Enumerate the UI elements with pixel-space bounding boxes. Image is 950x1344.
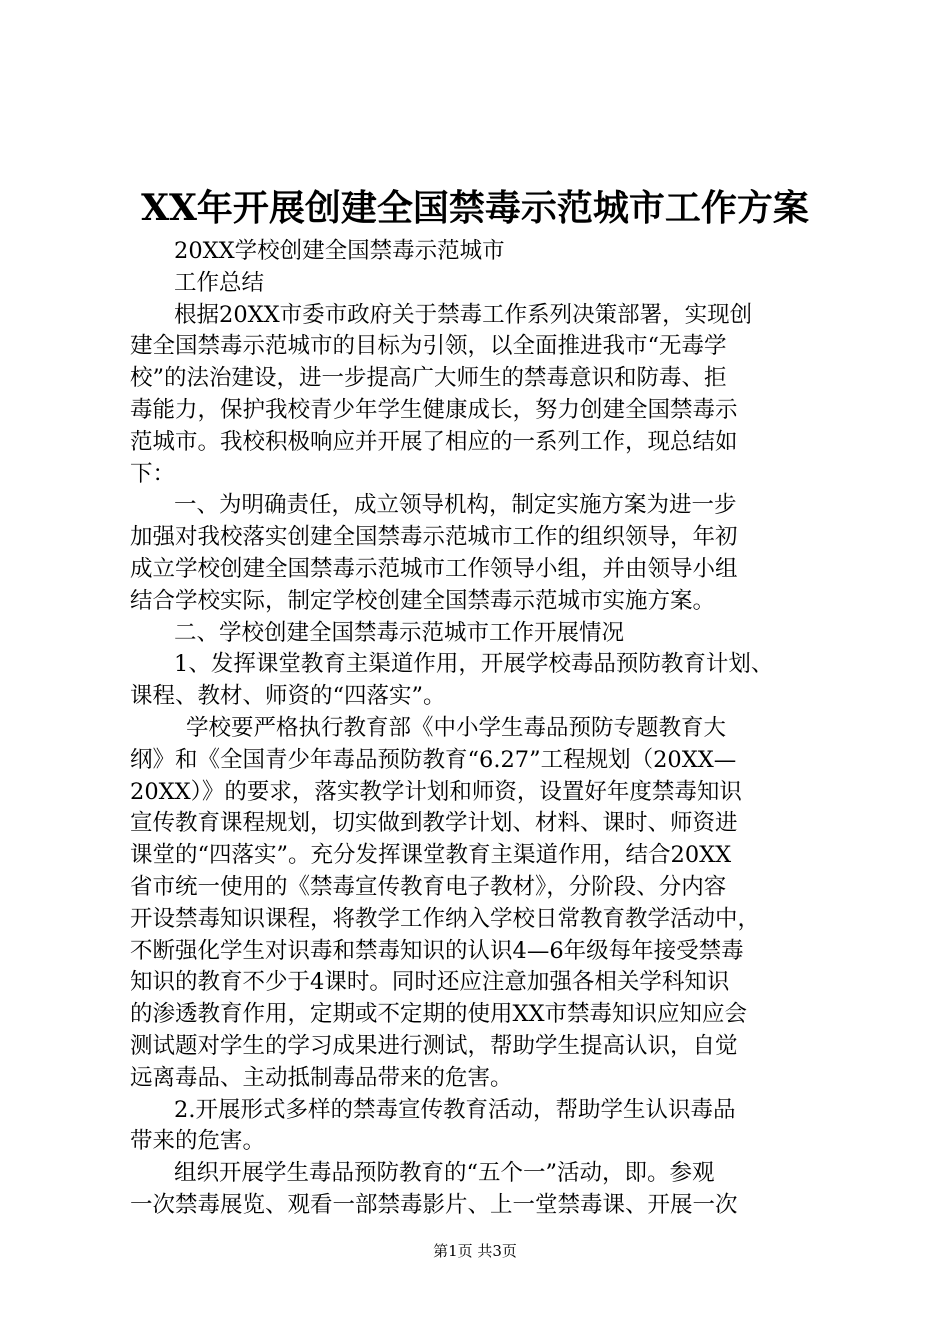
text-line: 工作总结 bbox=[174, 269, 265, 296]
text-line: 不断强化学生对识毒和禁毒知识的认识4—6年级每年接受禁毒 bbox=[130, 937, 744, 964]
text-line: 20XX）》的要求，落实教学计划和师资，设置好年度禁毒知识 bbox=[130, 778, 742, 805]
text-line: 结合学校实际，制定学校创建全国禁毒示范城市实施方案。 bbox=[130, 587, 716, 614]
text-line: 远离毒品、主动抵制毒品带来的危害。 bbox=[130, 1064, 513, 1091]
document-body bbox=[130, 236, 826, 1222]
text-line: 测试题对学生的学习成果进行测试，帮助学生提高认识，自觉 bbox=[130, 1032, 738, 1059]
text-line: 一、为明确责任，成立领导机构，制定实施方案为进一步 bbox=[174, 492, 737, 519]
text-line: 1、发挥课堂教育主渠道作用，开展学校毒品预防教育计划、 bbox=[174, 651, 774, 678]
text-line: 组织开展学生毒品预防教育的“五个一”活动，即。参观 bbox=[174, 1160, 715, 1187]
text-line: 范城市。我校积极响应并开展了相应的一系列工作，现总结如 bbox=[130, 428, 738, 455]
text-line: 带来的危害。 bbox=[130, 1128, 266, 1155]
text-line: 省市统一使用的《禁毒宣传教育电子教材》，分阶段、分内容 bbox=[130, 873, 727, 900]
text-line: 学校要严格执行教育部《中小学生毒品预防专题教育大 bbox=[186, 714, 727, 741]
text-line: 二、学校创建全国禁毒示范城市工作开展情况 bbox=[174, 619, 625, 646]
text-line: 宣传教育课程规划，切实做到教学计划、材料、课时、师资进 bbox=[130, 810, 738, 837]
page-footer: 第1页 共3页 bbox=[433, 1242, 517, 1260]
text-line: 课堂的“四落实”。充分发挥课堂教育主渠道作用，结合20XX bbox=[130, 842, 732, 869]
text-line: 加强对我校落实创建全国禁毒示范城市工作的组织领导，年初 bbox=[130, 524, 738, 551]
text-line: 一次禁毒展览、观看一部禁毒影片、上一堂禁毒课、开展一次 bbox=[130, 1191, 738, 1218]
text-line: 知识的教育不少于4课时。同时还应注意加强各相关学科知识 bbox=[130, 969, 730, 996]
document-title: XX年开展创建全国禁毒示范城市工作方案 bbox=[141, 187, 809, 229]
text-line: 毒能力，保护我校青少年学生健康成长，努力创建全国禁毒示 bbox=[130, 396, 738, 423]
text-line: 纲》和《全国青少年毒品预防教育“6.27”工程规划（20XX— bbox=[130, 746, 737, 773]
text-line: 2.开展形式多样的禁毒宣传教育活动，帮助学生认识毒品 bbox=[174, 1096, 736, 1123]
text-line: 根据20XX市委市政府关于禁毒工作系列决策部署，实现创 bbox=[174, 301, 753, 328]
text-line: 下： bbox=[130, 460, 176, 487]
text-line: 成立学校创建全国禁毒示范城市工作领导小组，并由领导小组 bbox=[130, 555, 738, 582]
text-line: 建全国禁毒示范城市的目标为引领，以全面推进我市“无毒学 bbox=[130, 333, 727, 360]
text-line: 的渗透教育作用，定期或不定期的使用XX市禁毒知识应知应会 bbox=[130, 1001, 748, 1028]
text-line: 课程、教材、师资的“四落实”。 bbox=[130, 683, 446, 710]
text-line: 开设禁毒知识课程，将教学工作纳入学校日常教育教学活动中， bbox=[130, 905, 761, 932]
text-line: 20XX学校创建全国禁毒示范城市 bbox=[174, 238, 505, 264]
text-line: 校”的法治建设，进一步提高广大师生的禁毒意识和防毒、拒 bbox=[130, 365, 727, 392]
